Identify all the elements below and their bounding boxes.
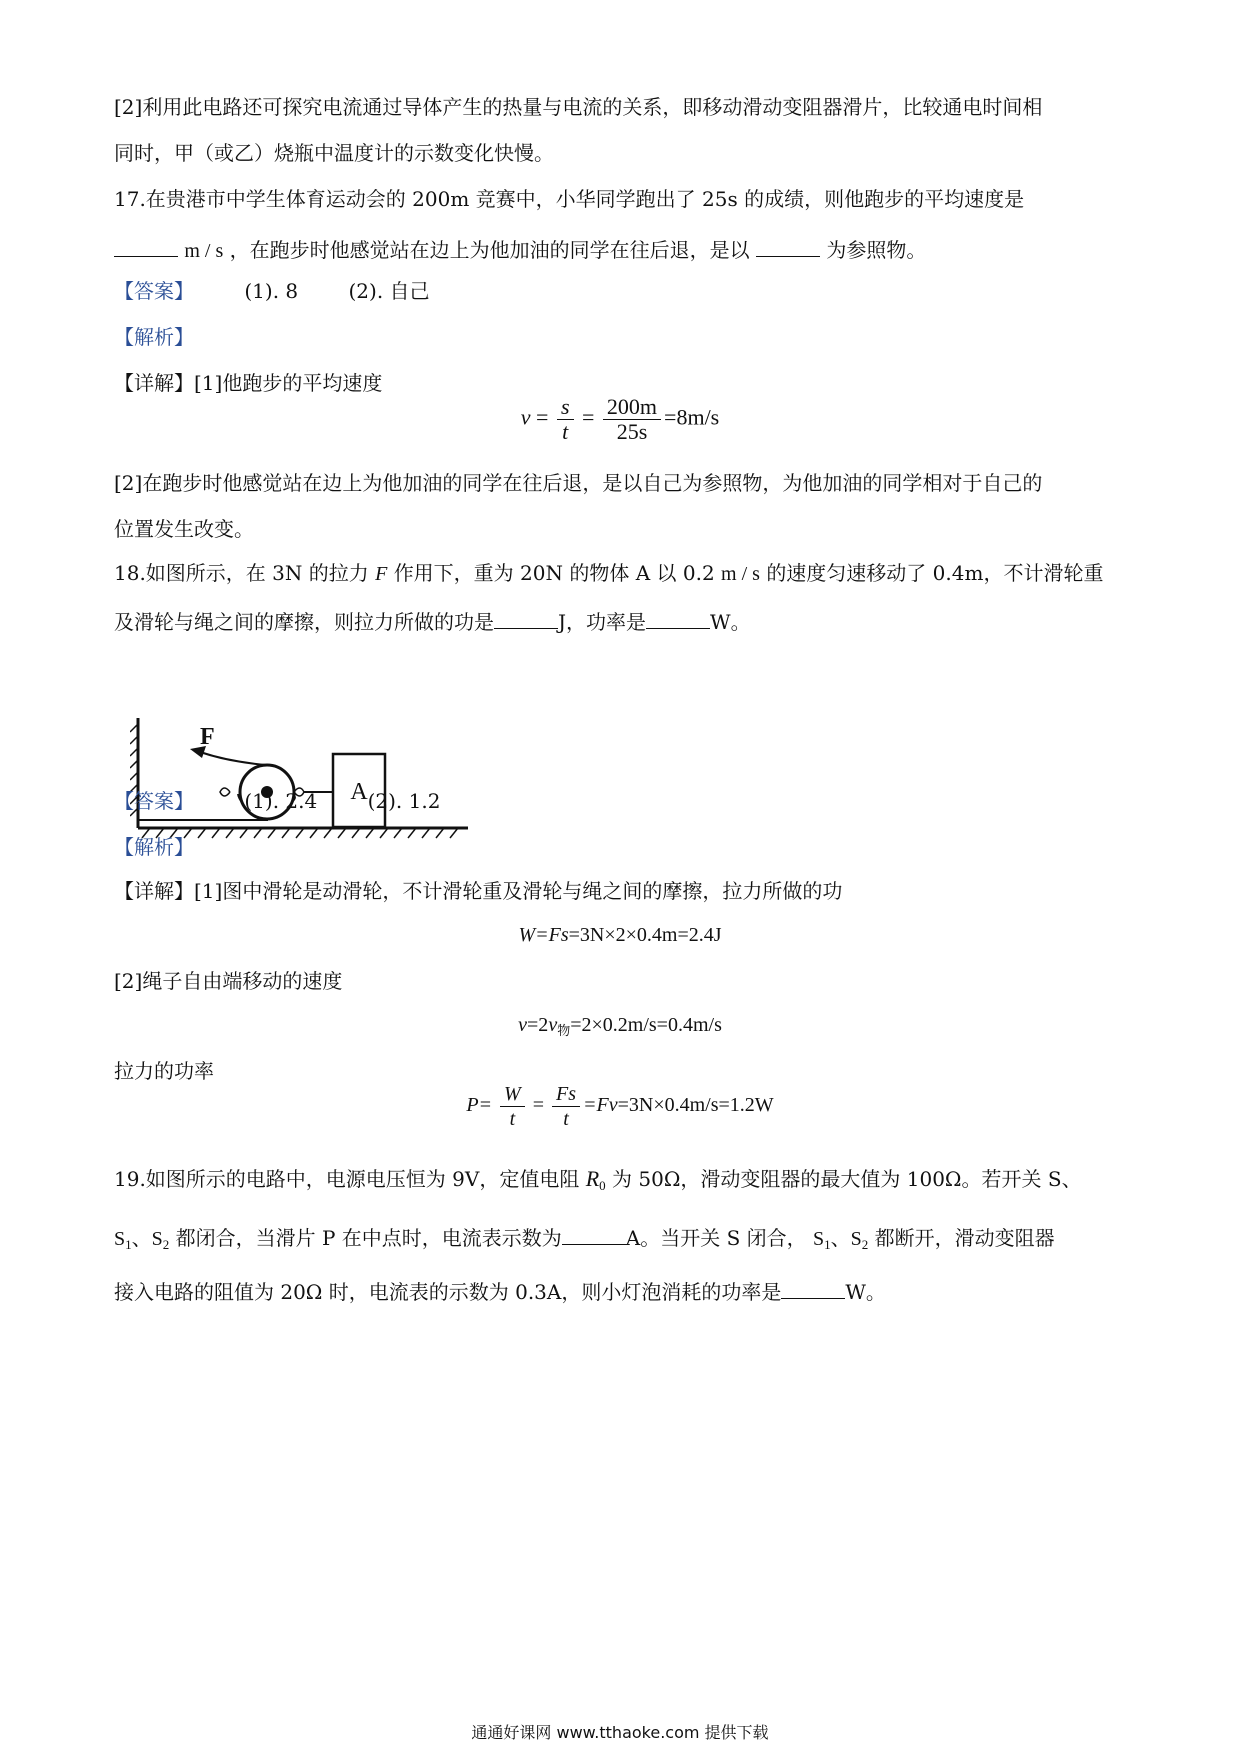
answer-row: 【答案】 (1). 8 (2). 自己 xyxy=(114,279,430,303)
detail-row: [2]绳子自由端移动的速度 xyxy=(114,969,343,993)
paragraph-line: [2]利用此电路还可探究电流通过导体产生的热量与电流的关系，即移动滑动变阻器滑片，比较通电时间相 xyxy=(114,95,1043,119)
question-18-text-cont: 及滑轮与绳之间的摩擦，则拉力所做的功是 J，功率是 W。 xyxy=(114,606,751,635)
detail-row: 【详解】[1]图中滑轮是动滑轮，不计滑轮重及滑轮与绳之间的摩擦，拉力所做的功 xyxy=(114,879,843,903)
detail-row: 位置发生改变。 xyxy=(114,517,254,541)
analysis-tag: 【解析】 xyxy=(114,835,194,859)
answer-blank xyxy=(756,234,820,257)
paragraph-line: 同时，甲（或乙）烧瓶中温度计的示数变化快慢。 xyxy=(114,141,554,165)
block-a-label: A xyxy=(350,779,368,805)
answer-blank xyxy=(646,606,710,629)
formula-work: W=Fs=3N×2×0.4m=2.4J xyxy=(518,924,722,946)
formula-velocity: $v=2v_物=2\times 0.2m/s=0.4m/s$ xyxy=(518,1014,722,1039)
answer-blank xyxy=(494,606,558,629)
question-17-text: 17.在贵港市中学生体育运动会的 200m 竞赛中，小华同学跑出了 25s 的成绩，则他跑步的平均速度是 xyxy=(114,187,1025,211)
answer-blank xyxy=(781,1276,845,1299)
detail-row: [2]在跑步时他感觉站在边上为他加油的同学在往后退，是以自己为参照物，为他加油的同学相对于自己的 xyxy=(114,471,1043,495)
detail-row: 拉力的功率 xyxy=(114,1059,214,1083)
formula-speed: v = $\frac{s}{t}$ = $\frac{200m}{25s}$ =8m/s xyxy=(520,394,720,444)
answer-tag: 【答案】 xyxy=(114,789,194,813)
answer-row: 【答案】 (1). 2.4 (2). 1.2 xyxy=(114,789,441,813)
answer-tag: 【答案】 xyxy=(114,279,194,303)
answer-blank xyxy=(114,234,178,257)
page-footer: 通通好课网 www.tthaoke.com 提供下载 xyxy=(471,1723,769,1742)
question-17-text-cont: m / s ，在跑步时他感觉站在边上为他加油的同学在往后退，是以 为参照物。 xyxy=(114,234,926,264)
question-18-text: 18.如图所示，在 3N 的拉力 F 作用下，重为 20N 的物体 A 以 0.2 m / s 的速度匀速移动了 0.4m，不计滑轮重 xyxy=(114,561,1104,585)
force-label: F xyxy=(200,724,215,750)
question-19-text-cont: 接入电路的阻值为 20Ω 时，电流表的示数为 0.3A，则小灯泡消耗的功率是 W。 xyxy=(114,1276,886,1305)
question-19-text-cont: $S_1$、$S_2$ 都闭合，当滑片 P 在中点时，电流表示数为 A。当开关 S 闭合， $S_1$、$S_2$ 都断开，滑动变阻器 xyxy=(114,1222,1055,1258)
detail-row: 【详解】[1]他跑步的平均速度 xyxy=(114,371,383,395)
answer-blank xyxy=(562,1222,626,1245)
pulley-diagram xyxy=(130,712,470,850)
formula-power: P= $\frac{W}{t}$ = $\frac{Fs}{t}$ =Fv=3N×0.4m/s=1.2W xyxy=(466,1083,774,1130)
analysis-tag: 【解析】 xyxy=(114,325,194,349)
question-19-text: 19.如图所示的电路中，电源电压恒为 9V，定值电阻 $R_0$ 为 50Ω，滑动变阻器的最大值为 100Ω。若开关 S、 xyxy=(114,1166,1082,1193)
